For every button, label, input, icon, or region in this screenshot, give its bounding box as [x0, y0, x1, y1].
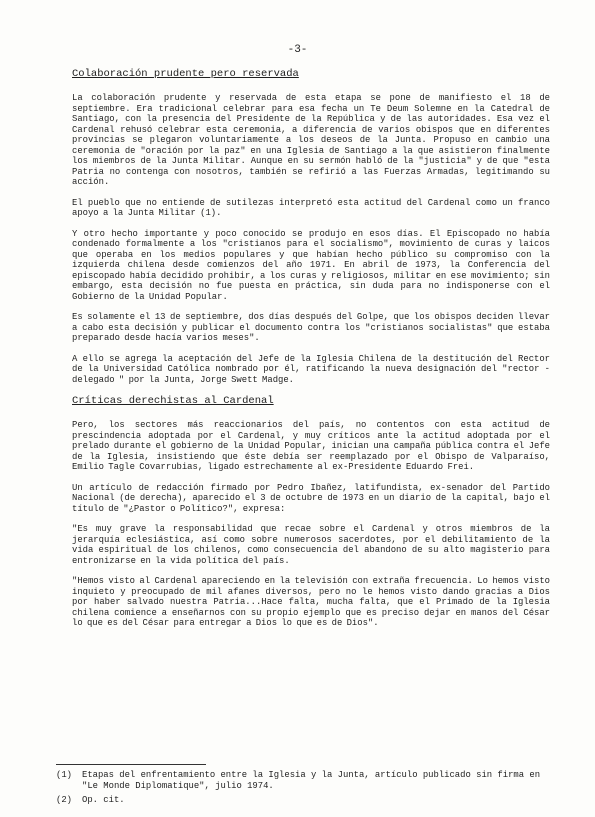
document-body: [72, 68, 550, 639]
footnote-text: Op. cit.: [82, 795, 125, 805]
paragraph: Y otro hecho importante y poco conocido se produjo en esos días. El Episcopado no había condenado formalmente a los "cristianos para el socialismo", movimiento de curas y laicos que operaba en los medios populares y que habían hecho público su compromiso con la izquierda chilena desde comienzos del año 1971. En abril de 1973, la Conferencia del episcopado había decidido prohibir, a los curas y religiosos, militar en ese movimiento; sin embargo, esta decisión no fue puesta en práctica, sin duda para no indisponerse con el Gobierno de la Unidad Popular.: [72, 228, 550, 302]
section-heading-criticas: Críticas derechistas al Cardenal: [72, 395, 274, 407]
footnote-number: (2): [56, 795, 72, 805]
footnote-text: Etapas del enfrentamiento entre la Iglesia y la Junta, artículo publicado sin firma en "Le Monde Diplomatique", julio 1974.: [82, 770, 541, 791]
paragraph: La colaboración prudente y reservada de esta etapa se pone de manifiesto el 18 de septiembre. Era tradicional celebrar para esa fecha un Te Deum Solemne en la Catedral de Santiago, con la presencia del Presidente de la República y de las autoridades. Esa vez el Cardenal rehusó celebrar esta ceremonia, a diferencia de varios obispos que en diferentes provincias se plegaron voluntariamente a los deseos de la Junta. Propuso en cambio una ceremonia de "oración por la paz" en una Iglesia de Santiago a la que asistieron finalmente los miembros de la Junta Militar. Aunque en su sermón habló de la "justicia" y de que "esta Patria no contenga con nosotros, también se refirió a las Fuerzas Armadas, legitimando su acción.: [72, 93, 550, 187]
paragraph: Es solamente el 13 de septiembre, dos días después del Golpe, que los obispos deciden llevar a cabo esta decisión y publicar el documento contra los "cristianos socialistas" que estaba preparado desde hacía varios meses".: [72, 312, 550, 343]
quote-paragraph: "Hemos visto al Cardenal apareciendo en la televisión con extraña frecuencia. Lo hemos visto inquieto y preocupado de mil afanes diversos, pero no le hemos visto dando gracias a Dios por haber salvado nuestra Patria...Hace falta, mucha falta, que el Primado de la Iglesia chilena comience a enseñarnos con su propio ejemplo que es preciso dejar en manos del César lo que es del César para entregar a Dios lo que es de Dios".: [72, 576, 550, 628]
footnote: [56, 795, 550, 806]
paragraph: Un artículo de redacción firmado por Pedro Ibañez, latifundista, ex-senador del Partido Nacional (de derecha), aparecido el 3 de octubre de 1973 en un diario de la capital, bajo el título de "¿Pastor o Político?", expresa:: [72, 482, 550, 514]
quote-paragraph: "Es muy grave la responsabilidad que recae sobre el Cardenal y otros miembros de la jerarquía eclesiástica, así como sobre numerosos sacerdotes, por el debilitamiento de la vida espiritual de los chilenos, como consecuencia del abandono de su alto magisterio para entronizarse en la vida política del país.: [72, 524, 550, 566]
paragraph: Pero, los sectores más reaccionarios del país, no contentos con esta actitud de prescindencia adoptada por el Cardenal, y muy críticos ante la actitud adoptada por el prelado durante el gobierno de la Unidad Popular, inician una campaña pública contra el Jefe de la Iglesia, insistiendo que éste debía ser reemplazado por el Obispo de Valparaíso, Emilio Tagle Covarrubias, ligado estrechamente al ex-Presidente Eduardo Frei.: [72, 420, 550, 472]
footnotes: [56, 770, 550, 810]
page-number: -3-: [287, 44, 308, 56]
section-heading-colaboracion: Colaboración prudente pero reservada: [72, 68, 299, 80]
footnote: [56, 770, 550, 791]
paragraph: A ello se agrega la aceptación del Jefe de la Iglesia Chilena de la destitución del Rector de la Universidad Católica nombrado por él, ratificando la nueva designación del "rector - delegado " por la Junta, Jorge Swett Madge.: [72, 353, 550, 385]
footnote-number: (1): [56, 770, 72, 780]
paragraph: El pueblo que no entiende de sutilezas interpretó esta actitud del Cardenal como un franco apoyo a la Junta Militar (1).: [72, 197, 550, 218]
footnote-rule: [56, 764, 206, 765]
